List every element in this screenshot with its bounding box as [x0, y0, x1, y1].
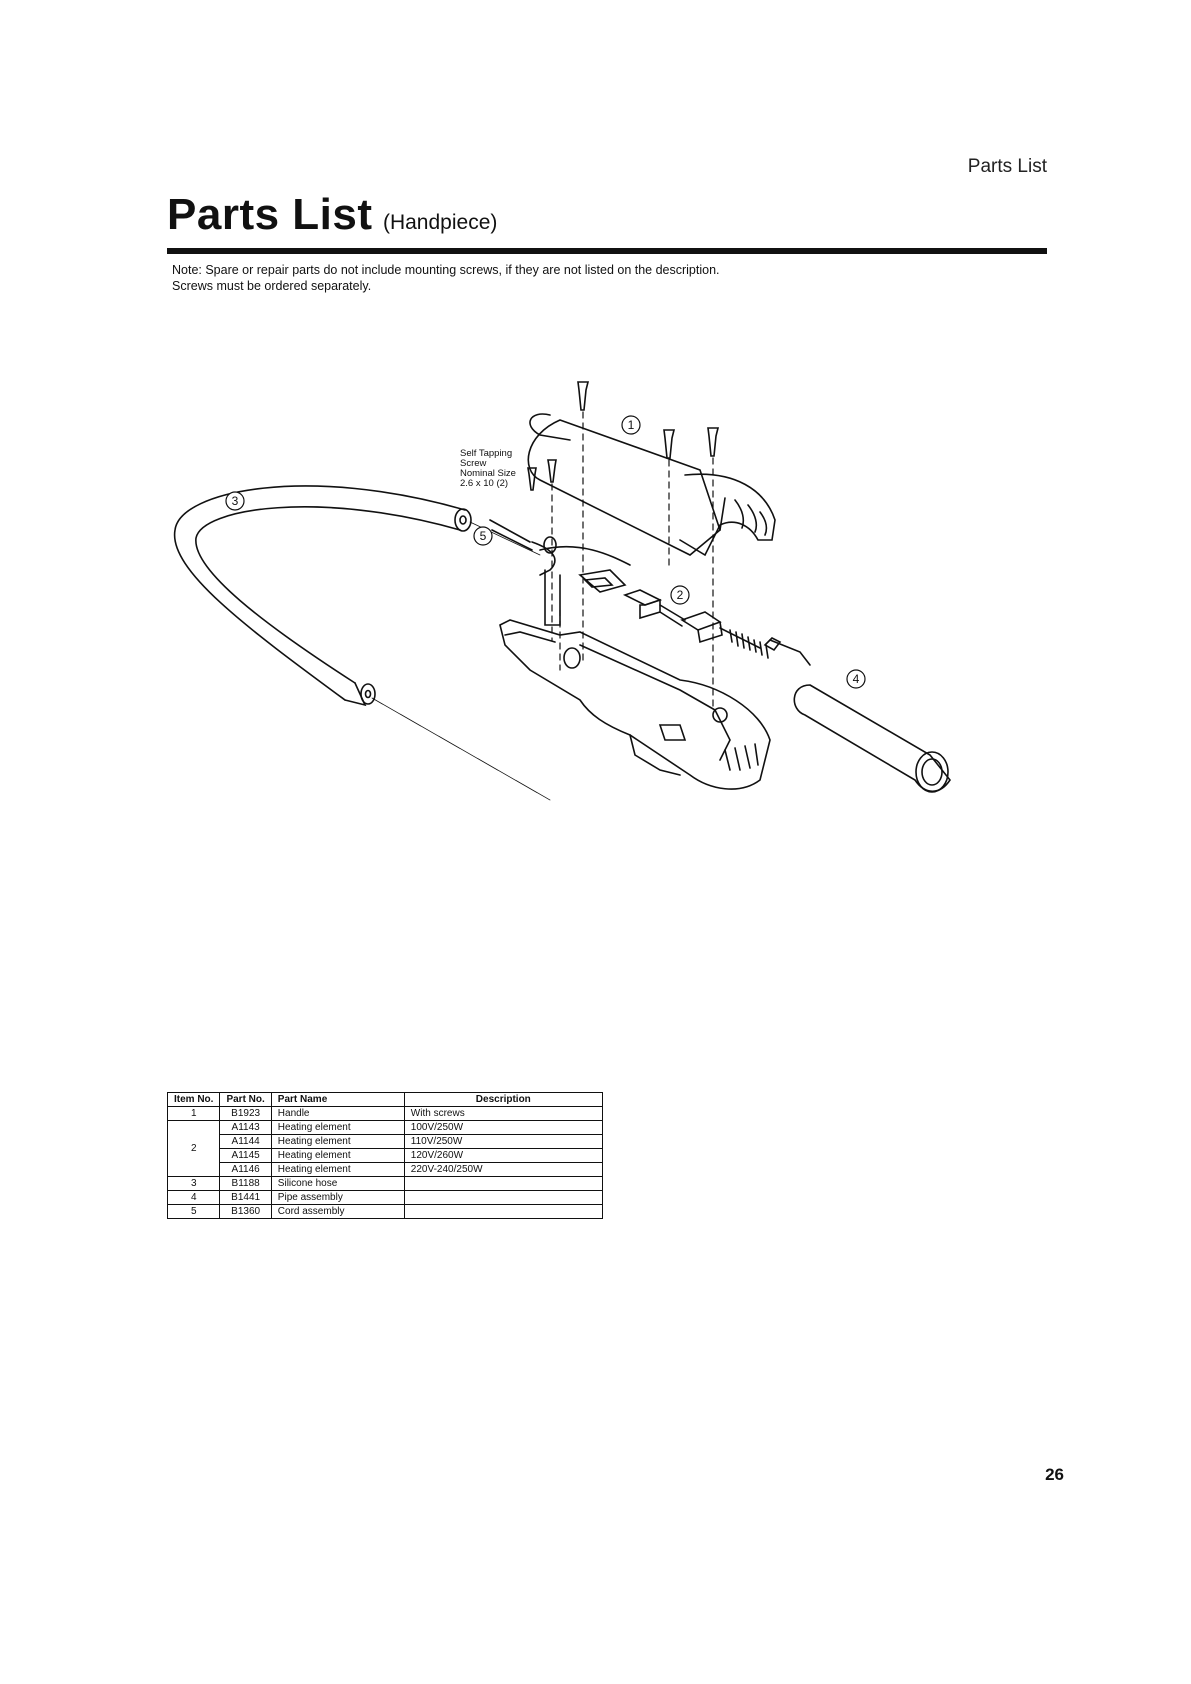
- cell-part-name: Pipe assembly: [271, 1191, 404, 1205]
- svg-text:Nominal Size: Nominal Size: [460, 468, 516, 479]
- pipe-assembly: [765, 638, 950, 792]
- table-row: [168, 1149, 603, 1163]
- table-row: [168, 1107, 603, 1121]
- handle-bottom: [500, 620, 770, 789]
- callout-4: 4: [852, 672, 860, 686]
- cell-part-name: Heating element: [271, 1149, 404, 1163]
- cell-item: 2: [168, 1121, 220, 1177]
- cell-item: 4: [168, 1191, 220, 1205]
- cell-part-no: B1923: [220, 1107, 271, 1121]
- callout-1: 1: [627, 418, 635, 432]
- cell-part-name: Handle: [271, 1107, 404, 1121]
- cord-assembly: [490, 520, 630, 625]
- table-row: [168, 1205, 603, 1219]
- cell-part-no: A1144: [220, 1135, 271, 1149]
- svg-text:Screw: Screw: [460, 458, 487, 469]
- header-description: Description: [404, 1093, 602, 1107]
- cell-item: 3: [168, 1177, 220, 1191]
- running-header: Parts List: [967, 156, 1047, 177]
- assembly-lines: [552, 412, 713, 710]
- handle-top: [528, 414, 775, 555]
- svg-text:Self Tapping: Self Tapping: [460, 448, 513, 459]
- table-row: [168, 1163, 603, 1177]
- table-row: [168, 1121, 603, 1135]
- cell-description: [404, 1205, 602, 1219]
- callout-5: 5: [479, 529, 487, 543]
- table-row: [168, 1191, 603, 1205]
- cell-description: 110V/250W: [404, 1135, 602, 1149]
- note: [172, 262, 720, 294]
- cell-part-name: Silicone hose: [271, 1177, 404, 1191]
- cell-part-name: Cord assembly: [271, 1205, 404, 1219]
- table-header-row: [168, 1093, 603, 1107]
- cell-description: [404, 1191, 602, 1205]
- header-part-no: Part No.: [220, 1093, 271, 1107]
- table-row: [168, 1135, 603, 1149]
- parts-table: [167, 1092, 603, 1219]
- callout-2: 2: [676, 588, 684, 602]
- cell-description: [404, 1177, 602, 1191]
- cell-part-no: B1188: [220, 1177, 271, 1191]
- header-part-name: Part Name: [271, 1093, 404, 1107]
- cell-part-no: A1145: [220, 1149, 271, 1163]
- table-row: [168, 1177, 603, 1191]
- screw-label: [460, 448, 516, 489]
- page-title-sub: (Handpiece): [382, 211, 498, 234]
- cell-description: With screws: [404, 1107, 602, 1121]
- cell-part-name: Heating element: [271, 1121, 404, 1135]
- cell-part-name: Heating element: [271, 1163, 404, 1177]
- note-line-2: Screws must be ordered separately.: [172, 279, 372, 293]
- page-title: [167, 190, 497, 240]
- cell-item: 5: [168, 1205, 220, 1219]
- svg-text:2.6 x 10 (2): 2.6 x 10 (2): [460, 478, 509, 489]
- note-line-1: Note: Spare or repair parts do not include mounting screws, if they are not listed on the description.: [172, 263, 720, 277]
- heating-element: [625, 590, 768, 658]
- exploded-diagram: [160, 380, 1040, 860]
- callout-3: 3: [231, 494, 239, 508]
- cell-part-no: B1360: [220, 1205, 271, 1219]
- cell-description: 120V/260W: [404, 1149, 602, 1163]
- cell-description: 220V-240/250W: [404, 1163, 602, 1177]
- cell-part-no: B1441: [220, 1191, 271, 1205]
- cell-description: 100V/250W: [404, 1121, 602, 1135]
- page-title-main: Parts List: [167, 190, 373, 239]
- cell-part-no: A1146: [220, 1163, 271, 1177]
- cell-item: 1: [168, 1107, 220, 1121]
- screws: [528, 382, 718, 490]
- silicone-hose: [175, 486, 550, 800]
- header-item-no: Item No.: [168, 1093, 220, 1107]
- page-number: 26: [1045, 1465, 1064, 1484]
- title-rule: [167, 248, 1047, 254]
- cell-part-name: Heating element: [271, 1135, 404, 1149]
- cell-part-no: A1143: [220, 1121, 271, 1135]
